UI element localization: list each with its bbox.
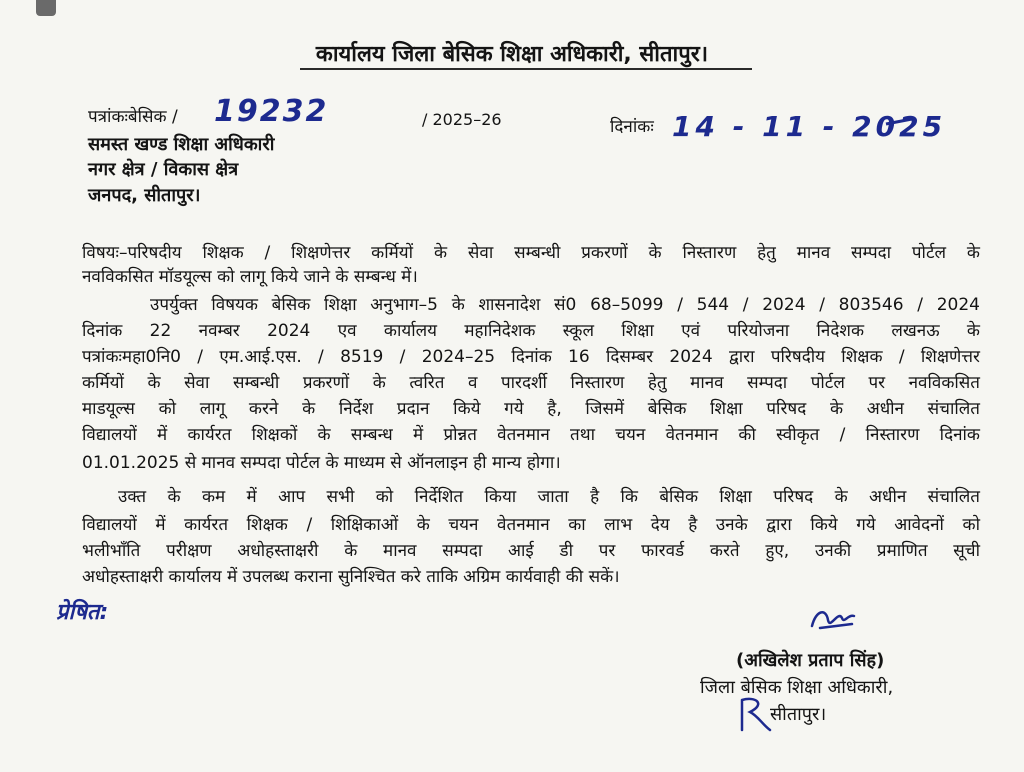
office-title: कार्यालय जिला बेसिक शिक्षा अधिकारी, सीतापुर। <box>315 42 709 67</box>
subject-line-1: विषयः–परिषदीय शिक्षक / शिक्षणेत्तर कर्मियों के सेवा सम्बन्धी प्रकरणों के निस्तारण हेतु मानव सम्पदा पोर्टल के <box>82 243 980 263</box>
reference-label: पत्रांकःबेसिक / <box>88 107 178 127</box>
addressee-line-1: समस्त खण्ड शिक्षा अधिकारी <box>88 134 275 155</box>
corner-clip-mark <box>36 0 56 16</box>
reference-number-handwritten: 19232 <box>214 94 329 129</box>
paragraph-2-line-4: अधोहस्ताक्षरी कार्यालय में उपलब्ध कराना सुनिश्चित करे ताकि अग्रिम कार्यवाही की सकें। <box>82 567 620 587</box>
officer-place: सीतापुर। <box>770 704 827 725</box>
date-flourish <box>884 116 914 128</box>
paragraph-2-line-2: विद्यालयों में कार्यरत शिक्षक / शिक्षिकाओं के चयन वेतनमान का लाभ देय है उनके द्वारा किये गये आवेदनों को <box>82 515 980 535</box>
signature-scribble <box>808 604 860 636</box>
paragraph-1-line-7: 01.01.2025 से मानव सम्पदा पोर्टल के माध्यम से ऑनलाइन ही मान्य होगा। <box>82 453 561 473</box>
title-underline <box>300 68 752 70</box>
paragraph-1-line-3: पत्रांकःमहा0नि0 / एम.आई.एस. / 8519 / 2024–25 दिनांक 16 दिसम्बर 2024 द्वारा परिषदीय शिक्षक / शिक्षणेत्तर <box>82 347 980 367</box>
reference-year: / 2025–26 <box>422 110 502 129</box>
addressee-line-3: जनपद, सीतापुर। <box>88 185 201 206</box>
paragraph-1-line-5: माडयूल्स को लागू करने के निर्देश प्रदान किये गये है, जिसमें बेसिक शिक्षा परिषद के अधीन संचालित <box>82 399 980 419</box>
date-handwritten: 14 - 11 - 2025 <box>672 110 947 143</box>
paragraph-2-line-3: भलीभाँति परीक्षण अधोहस्ताक्षरी के मानव सम्पदा आई डी पर फारवर्ड करते हुए, उनकी प्रमाणित सूची <box>82 541 980 561</box>
date-label: दिनांकः <box>610 117 654 137</box>
initial-scribble <box>736 694 772 734</box>
paragraph-2-line-1: उक्त के कम में आप सभी को निर्देशित किया जाता है कि बेसिक शिक्षा परिषद के अधीन संचालित <box>118 487 980 507</box>
paragraph-1-line-2: दिनांक 22 नवम्बर 2024 एव कार्यालय महानिदेशक स्कूल शिक्षा एवं परियोजना निदेशक लखनऊ के <box>82 321 980 341</box>
paragraph-1-line-4: कर्मियों के सेवा सम्बन्धी प्रकरणों के त्वरित व पारदर्शी निस्तारण हेतु मानव सम्पदा पोर्टल पर नवविकसित <box>82 373 980 393</box>
addressee-line-2: नगर क्षेत्र / विकास क्षेत्र <box>88 159 239 180</box>
dispatch-mark-handwritten: प्रेषित: <box>56 600 109 625</box>
officer-name: (अखिलेश प्रताप सिंह) <box>736 650 885 671</box>
paragraph-1-line-6: विद्यालयों में कार्यरत शिक्षकों के सम्बन्ध में प्रोन्नत वेतनमान तथा चयन वेतनमान की स्वीकृत / निस्तारण दिनांक <box>82 425 980 445</box>
subject-line-2: नवविकसित मॉडयूल्स को लागू किये जाने के सम्बन्ध में। <box>82 267 418 287</box>
paragraph-1-line-1: उपर्युक्त विषयक बेसिक शिक्षा अनुभाग–5 के शासनादेश सं0 68–5099 / 544 / 2024 / 803546 / 2024 <box>150 295 980 315</box>
officer-designation: जिला बेसिक शिक्षा अधिकारी, <box>700 677 894 698</box>
